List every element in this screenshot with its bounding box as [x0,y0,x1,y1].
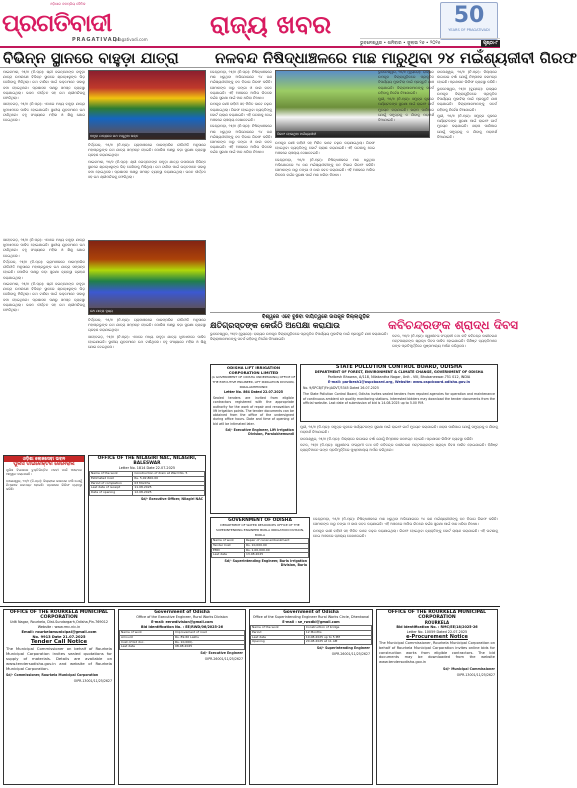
notice-title: STATE POLLUTION CONTROL BOARD, ODISHA [335,364,463,370]
notice-body: The Municipal Commissioner, Rourkela Municipal Corporation on behalf of Rourkela Municipal Corporation invites online bids for construction works from eligible contractors. The bid documents may be downloaded from the website www.tendersodisha.gov.in [379,641,495,665]
notice-body: Sealed tenders are invited from eligible contractors registered with the appropriate authority for the work of repair and renovation of lift irrigation points. The tender documents can be obtained from the office of the undersigned during office hours. Date and time of opening of bid will be intimated later. [213,396,294,426]
anniversary-number: 50 [453,3,485,28]
notice-table [211,538,309,558]
notice-signature: Sd/- Executive Engineer, Lift Irrigation Division, Paralakhemundi [225,428,294,437]
article-column-8 [88,318,206,453]
notice-address: Paribesh Bhawan, A/118, Nilakantha Nagar, Unit - VIII, Bhubaneswar-751 012, INDIA [327,375,471,379]
divider [0,606,500,607]
table-cell: 19.08.2025 up to 5 PM [304,635,371,640]
table-cell: Estimated Cost [90,476,133,481]
notice-title: Government of Odisha [283,610,339,615]
notice-reference: OIPR-13001/11/25/2627 [456,673,495,678]
notice-body: ବାଲେଶ୍ୱର, ୨୫/୭ (ନି.ପ୍ର): ଜିଲ୍ଲାରେ ଲଗାତାର ବର୍ଷା ଯୋଗୁଁ ନିମ୍ନାଞ୍ଚଳ ଜଳମଗ୍ନ ହୋଇଛି। ପ୍ରଶାସନ ରିଲିଫ ବ୍ୟବସ୍ଥା କରିଛି। [6,478,82,492]
notice-subtitle: Office of the Superintending Engineer Rural Works Circle, Dhenkanal [252,615,370,619]
notice-signature: Sd/- Executive Engineer [200,651,243,656]
article-paragraph: କେନ୍ଦ୍ରାପଡ଼ା, ୨୫/୭ (ନି.ପ୍ର): ନିଷିଦ୍ଧାଞ୍ଚଳରେ ମାଛ ଧରୁଥିବା ଅଭିଯୋଗରେ ୨୪ ଜଣ ମଇଁଶ୍ୟଜୀବୀଙ୍କୁ ବନ ବିଭାଗ ଗିରଫ କରିଛି। ସେମାନଙ୍କ ଠାରୁ ଡଙ୍ଗା ଓ ଜାଲ ଜବତ କରାଯାଇଛି। ଏହି ଅଞ୍ଚଳରେ ଅଲିଭ ରିଡଲେ କଇଁଛ ସୁରକ୍ଷା ପାଇଁ ମାଛ ଧରିବା ନିଷେଧ। [275,157,375,178]
headline-bahuda: ବିଭିନ୍ନ ସ୍ଥାନରେ ବାହୁଡ଼ା ଯାତ୍ରା [3,49,179,67]
article-kavichandra [392,334,497,364]
article-paragraph: କେନ୍ଦ୍ରାପଡ଼ା, ୨୫/୭ (ନି.ପ୍ର): ନିଷିଦ୍ଧାଞ୍ଚଳରେ ମାଛ ଧରୁଥିବା ଅଭିଯୋଗରେ ୨୪ ଜଣ ମଇଁଶ୍ୟଜୀବୀଙ୍କୁ ବନ ବିଭାଗ ଗିରଫ କରିଛି। ସେମାନଙ୍କ ଠାରୁ ଡଙ୍ଗା ଓ ଜାଲ ଜବତ କରାଯାଇଛି। ଏହି ଅଞ୍ଚଳରେ ଅଲିଭ ରିଡଲେ କଇଁଛ ସୁରକ୍ଷା ପାଇଁ ମାଛ ଧରିବା ନିଷେଧ। [210,70,272,101]
notice-reference: OIPR-26001/11/25/2627 [204,657,243,662]
article-coastal [210,332,388,360]
table-cell: Name of the work [90,472,133,477]
notice-letter: Letter No. 10059 Dated 22.07.2025 [406,630,468,634]
table-cell: Construction of drain at Ward No. 5 [133,472,205,477]
chariot-photo [88,70,206,140]
page-number: ପୃଷ୍ଠା-୮ [483,41,498,46]
notice-table [250,625,372,645]
table-cell: Name of work [212,539,245,544]
table-cell: Tender Cost [212,543,245,548]
article-paragraph: କେନ୍ଦ୍ରାପଡ଼ା, ୨୫/୭ (ନି.ପ୍ର): ନିଷିଦ୍ଧାଞ୍ଚଳରେ ମାଛ ଧରୁଥିବା ଅଭିଯୋଗରେ ୨୪ ଜଣ ମଇଁଶ୍ୟଜୀବୀଙ୍କୁ ବନ ବିଭାଗ ଗିରଫ କରିଛି। ସେମାନଙ୍କ ଠାରୁ ଡଙ୍ଗା ଓ ଜାଲ ଜବତ କରାଯାଇଛି। ଏହି ଅଞ୍ଚଳରେ ଅଲିଭ ରିଡଲେ କଇଁଛ ସୁରକ୍ଷା ପାଇଁ ମାଛ ଧରିବା ନିଷେଧ। [210,124,272,155]
table-cell: Construction of bridge [304,626,371,631]
article-column-3 [210,70,272,310]
rourkela-notice-2 [376,609,498,785]
newspaper-logo[interactable]: ପ୍ରଗତିବାଦୀ [2,8,112,37]
article-paragraph: ଭୁବନେଶ୍ୱର, ୨୫/୭ (ବ୍ୟୁରୋ): ରାଜ୍ୟର ଉପକୂଳ ଜିଲ୍ଲାଗୁଡ଼ିକରେ ପ୍ରାକୃତିକ ବିପର୍ଯ୍ୟୟ ମୁକାବିଲା ପାଇଁ ପ୍ରସ୍ତୁତି ଯାଞ୍ଚ କରାଯାଇଛି। ଜିଲ୍ଲାପାଳମାନଙ୍କୁ ସତର୍କ ରହିବାକୁ ନିର୍ଦ୍ଦେଶ ଦିଆଯାଇଛି। [210,332,388,342]
table-cell: Cost of bid doc. [120,640,174,645]
article-paragraph: କଟକ, ୨୫/୭ (ନି.ପ୍ର): ସ୍ୱାଧୀନତା ସଂଗ୍ରାମୀ ତଥା କବି କବିଚନ୍ଦ୍ର କାଳୀଚରଣ ପଟ୍ଟନାୟକଙ୍କ ଶ୍ରାଦ୍ଧ ଦିବସ ପାଳିତ ହୋଇଯାଇଛି। ବିଶିଷ୍ଟ ବ୍ୟକ୍ତିମାନେ ତାଙ୍କ ପ୍ରତିମୂର୍ତ୍ତିରେ ପୁଷ୍ପମାଲ୍ୟ ଅର୍ପଣ କରିଥିଲେ। [300,442,498,453]
notice-heading: Tender Call Notice [30,639,88,645]
nilagiri-notice [88,455,206,603]
table-cell: 20.08.2025 at 11 AM [304,640,371,645]
article-paragraph: ତିର୍ତ୍ତୋଳ, ୨୫/୭ (ନି.ପ୍ର): ଗ୍ରାମାଞ୍ଚଳରେ ପାରମ୍ପରିକ ରୀତିନୀତି ଅନୁସାରେ ମହାପ୍ରଭୁଙ୍କ ରଥ ଯାତ୍ରା ସମ୍ପନ୍ନ ହୋଇଛି। ପୋଲିସ ପକ୍ଷରୁ କଡ଼ା ସୁରକ୍ଷା ବ୍ୟବସ୍ଥା ଗ୍ରହଣ କରାଯାଇଥିଲା। [88,143,206,158]
notice-email[interactable]: E-mail : se_rwcdkl@gmail.com [282,620,340,624]
notice-signature: Sd/- Municipal Commissioner [443,666,495,671]
notice-title: Government of Odisha [154,610,210,615]
newspaper-logo-english: PRAGATIVADI [72,37,121,43]
notice-number: No. 9/SPCB/T(Fin)ADVT/3345 Dated 26-07-2025 [303,386,379,390]
article-column-1 [3,70,85,235]
dateline [360,38,500,47]
table-cell: 03 Months [133,481,205,486]
table-cell: 12.08.2025 [133,491,205,496]
table-cell: Date of opening [90,491,133,496]
article-paragraph: ପାଇକମାଳ, ୨୫/୭ (ନି.ପ୍ର): ଶ୍ରୀ ଜଗନ୍ନାଥଙ୍କ ବାହୁଡ଼ା ଯାତ୍ରା ଉପଲକ୍ଷେ ବିଭିନ୍ନ ସ୍ଥାନରେ ଶ୍ରଦ୍ଧାଳୁଙ୍କ ଭିଡ଼ ଦେଖିବାକୁ ମିଳିଥିଲା। ରଥ ଟାଣିବା ପାଇଁ ଭକ୍ତମାନେ ସକାଳୁ ଜମା ହୋଇଥିଲେ। ପ୍ରଶାସନ ପକ୍ଷରୁ ସମସ୍ତ ବ୍ୟବସ୍ଥା କରାଯାଇଥିଲା। ଭଜନ କୀର୍ତ୍ତନ ସହ ରଥ ଶ୍ରୀମନ୍ଦିରକୁ ଫେରିଥିଲା। [88,159,206,180]
table-cell: Rs. 89.60 Lakhs [174,635,245,640]
table-cell: Last date [120,645,174,650]
logo-tagline: ଓଡ଼ିଶାର ଜନପ୍ରିୟ ଦୈନିକ [50,2,86,6]
article-paragraph: ପାଇକମାଳ, ୨୫/୭ (ନି.ପ୍ର): ଶ୍ରୀ ଜଗନ୍ନାଥଙ୍କ ବାହୁଡ଼ା ଯାତ୍ରା ଉପଲକ୍ଷେ ବିଭିନ୍ନ ସ୍ଥାନରେ ଶ୍ରଦ୍ଧାଳୁଙ୍କ ଭିଡ଼ ଦେଖିବାକୁ ମିଳିଥିଲା। ରଥ ଟାଣିବା ପାଇଁ ଭକ୍ତମାନେ ସକାଳୁ ଜମା ହୋଇଥିଲେ। ପ୍ରଶାସନ ପକ୍ଷରୁ ସମସ୍ତ ବ୍ୟବସ୍ଥା କରାଯାଇଥିଲା। ଭଜନ କୀର୍ତ୍ତନ ସହ ରଥ ଶ୍ରୀମନ୍ଦିରକୁ ଫେରିଥିଲା। [3,70,85,101]
table-cell: Period of completion [90,481,133,486]
table-cell: Repair of canal embankment [244,539,308,544]
article-paragraph: କେନ୍ଦ୍ରାପଡ଼ା, ୨୫/୭ (ନି.ପ୍ର): ନିଷିଦ୍ଧାଞ୍ଚଳରେ ମାଛ ଧରୁଥିବା ଅଭିଯୋଗରେ ୨୪ ଜଣ ମଇଁଶ୍ୟଜୀବୀଙ୍କୁ ବନ ବିଭାଗ ଗିରଫ କରିଛି। ସେମାନଙ୍କ ଠାରୁ ଡଙ୍ଗା ଓ ଜାଲ ଜବତ କରାଯାଇଛି। ଏହି ଅଞ୍ଚଳରେ ଅଲିଭ ରିଡଲେ କଇଁଛ ସୁରକ୍ଷା ପାଇଁ ମାଛ ଧରିବା ନିଷେଧ। [313,517,498,527]
article-paragraph: ବାଲେଶ୍ୱର, ୨୫/୭ (ନି.ପ୍ର): ଜିଲ୍ଲାରେ ଲଗାତାର ବର୍ଷା ଯୋଗୁଁ ନିମ୍ନାଞ୍ଚଳ ଜଳମଗ୍ନ ହୋଇଛି। ପ୍ରଶାସନ ରିଲିଫ ବ୍ୟବସ୍ଥା କରିଛି। [300,436,474,441]
article-paragraph: ସାହେବଗଡ଼, ୨୫/୭ (ନି.ପ୍ର): ଏଠାରେ ମଧ୍ୟ ବାହୁଡ଼ା ଯାତ୍ରା ଧୁମଧାମରେ ପାଳିତ ହୋଇଯାଇଛି। ସ୍ଥାନୀୟ ଯୁବକମାନେ ରଥ ଟାଣିଥିଲେ। ବହୁ ସଂଖ୍ୟାରେ ମହିଳା ଓ ଶିଶୁ ଯୋଗ ଦେଇଥିଲେ। [88,334,206,350]
rourkela-notice-1 [3,609,115,785]
notice-title: ODISHA LIFT IRRIGATION CORPORATION LIMITED [226,365,281,375]
anniversary-text: YEARS OF PRAGATIVADI [448,28,490,32]
anniversary-badge [440,2,498,40]
notice-letter: Letter No. 864 Dated 22.07.2025 [223,390,284,394]
chariot-photo-2 [88,240,206,315]
notice-bid-id: Bid Identification No. : RMC/EE/18/2025-26 [396,625,478,629]
photo-caption: ଗିରଫ ହୋଇଥିବା ମଇଁଶ୍ୟଜୀବୀ [276,131,429,137]
notice-table [89,471,205,496]
photo-caption: ରଥ ଯାତ୍ରା ଦୃଶ୍ୟ [89,308,205,314]
article-column-2 [88,143,206,235]
headline-fishermen: ନଳବନ୍ଦ ନିଷିଦ୍ଧାଞ୍ଚଳରେ ମାଛ ମାରୁଥିବା ୨୪ ମଇଁଶ୍ୟଜୀବୀ ଗିରଫ [215,49,577,67]
article-paragraph: ଭୁବନେଶ୍ୱର, ୨୫/୭ (ବ୍ୟୁରୋ): ରାଜ୍ୟର ଉପକୂଳ ଜିଲ୍ଲାଗୁଡ଼ିକରେ ପ୍ରାକୃତିକ ବିପର୍ଯ୍ୟୟ ମୁକାବିଲା ପାଇଁ ପ୍ରସ୍ତୁତି ଯାଞ୍ଚ କରାଯାଇଛି। ଜିଲ୍ଲାପାଳମାନଙ୍କୁ ସତର୍କ ରହିବାକୁ ନିର୍ଦ୍ଦେଶ ଦିଆଯାଇଛି। [437,86,497,112]
table-cell: Rs. 1,00,000.00 [244,548,308,553]
table-row [251,640,372,645]
table-cell: 13.08.2025 [244,553,308,558]
notice-banner: ଓଡ଼ିଶା ଲୋକସେବା ଭବନ [4,456,84,462]
notice-reference: OIPR-26001/11/25/2627 [331,652,370,657]
article-column-7 [3,238,85,453]
article-column-10 [313,517,498,603]
lift-irrigation-notice [210,364,297,514]
notice-email[interactable]: E-mail: eerwdivision@gmail.com [151,620,213,624]
notice-subtitle: (A GOVERNMENT OF ODISHA UNDERTAKING) OFFICE OF THE EXECUTIVE ENGINEER, LIFT IRRIGATION DIVISION, PARALAKHEMUNDI [211,375,296,389]
table-cell: Name of the work [251,626,305,631]
notice-body: The State Pollution Control Board, Odisha invites sealed tenders from reputed agencies for operation and maintenance of continuous ambient air quality monitoring stations. Interested bidders may download the tender documents from the official website. Last date of submission of bid is 14.08.2025 up to 5.00 P.M. [303,392,495,405]
article-paragraph: ପୁରୀ, ୨୫/୭ (ନି.ପ୍ର): ସମୁଦ୍ର କୂଳରେ ପର୍ଯ୍ୟଟକଙ୍କ ସୁରକ୍ଷା ପାଇଁ ଲାଇଫ ଗାର୍ଡ ମୁତୟନ କରାଯାଇଛି। ଖରାପ ପାଣିପାଗ ଯୋଗୁଁ ସମୁଦ୍ରକୁ ନ ଯିବାକୁ ପରାମର୍ଶ ଦିଆଯାଇଛି। [378,97,434,123]
headline-kavichandra: କବିଚନ୍ଦ୍ରଙ୍କ ଶ୍ରାଦ୍ଧ ଦିବସ [388,318,519,332]
table-row [90,491,205,496]
table-cell: EMD [212,548,245,553]
subheadline: ବିଶ୍ୱରେ ଏବେ ବୁଝିବା ଦାୟିତ୍ୱରେ ଉପକୂଳ ଜିଲ୍ଲାଗୁଡ଼ିକ [262,314,370,320]
notice-subtitle: Office of the Executive Engineer, Rural Works Division [136,615,228,619]
notice-reference: OIPR-13001/11/25/2627 [73,679,112,684]
section-title: ରାଜ୍ୟ ଖବର [210,10,332,39]
article-paragraph: ପାଇକମାଳ, ୨୫/୭ (ନି.ପ୍ର): ଶ୍ରୀ ଜଗନ୍ନାଥଙ୍କ ବାହୁଡ଼ା ଯାତ୍ରା ଉପଲକ୍ଷେ ବିଭିନ୍ନ ସ୍ଥାନରେ ଶ୍ରଦ୍ଧାଳୁଙ୍କ ଭିଡ଼ ଦେଖିବାକୁ ମିଳିଥିଲା। ରଥ ଟାଣିବା ପାଇଁ ଭକ୍ତମାନେ ସକାଳୁ ଜମା ହୋଇଥିଲେ। ପ୍ରଶାସନ ପକ୍ଷରୁ ସମସ୍ତ ବ୍ୟବସ୍ଥା କରାଯାଇଥିଲା। ଭଜନ କୀର୍ତ୍ତନ ସହ ରଥ ଶ୍ରୀମନ୍ଦିରକୁ ଫେରିଥିଲା। [3,282,85,313]
table-cell: 08.08.2025 [174,645,245,650]
article-paragraph: ପୁରୀ, ୨୫/୭ (ନି.ପ୍ର): ସମୁଦ୍ର କୂଳରେ ପର୍ଯ୍ୟଟକଙ୍କ ସୁରକ୍ଷା ପାଇଁ ଲାଇଫ ଗାର୍ଡ ମୁତୟନ କରାଯାଇଛି। ଖରାପ ପାଣିପାଗ ଯୋଗୁଁ ସମୁଦ୍ରକୁ ନ ଯିବାକୁ ପରାମର୍ଶ ଦିଆଯାଇଛି। [437,114,497,139]
notice-title: OFFICE OF THE ROURKELA MUNICIPAL CORPORATION [9,610,109,620]
notice-signature: Sd/- Superintending Engineer [316,646,370,651]
article-column-9 [300,425,498,515]
article-paragraph: ତିର୍ତ୍ତୋଳ, ୨୫/୭ (ନି.ପ୍ର): ଗ୍ରାମାଞ୍ଚଳରେ ପାରମ୍ପରିକ ରୀତିନୀତି ଅନୁସାରେ ମହାପ୍ରଭୁଙ୍କ ରଥ ଯାତ୍ରା ସମ୍ପନ୍ନ ହୋଇଛି। ପୋଲିସ ପକ୍ଷରୁ କଡ଼ା ସୁରକ୍ଷା ବ୍ୟବସ୍ଥା ଗ୍ରହଣ କରାଯାଇଥିଲା। [88,318,206,333]
article-paragraph: ଉପକୂଳ ରକ୍ଷୀ ବାହିନୀ ସହ ମିଳିତ ଭାବେ ଚଢ଼ଉ କରାଯାଇଥିଲା। ଗିରଫ ହୋଇଥିବା ବ୍ୟକ୍ତିଙ୍କୁ କୋର୍ଟ ଚାଲାଣ କରାଯାଇଛି। ଏହି ଘଟଣାକୁ ନେଇ ଅଞ୍ଚଳରେ ଚାଞ୍ଚଲ୍ୟ ଦେଖାଦେଇଛି। [210,102,273,123]
article-paragraph: ଉପକୂଳ ରକ୍ଷୀ ବାହିନୀ ସହ ମିଳିତ ଭାବେ ଚଢ଼ଉ କରାଯାଇଥିଲା। ଗିରଫ ହୋଇଥିବା ବ୍ୟକ୍ତିଙ୍କୁ କୋର୍ଟ ଚାଲାଣ କରାଯାଇଛି। ଏହି ଘଟଣାକୁ ନେଇ ଅଞ୍ଚଳରେ ଚାଞ୍ଚଲ୍ୟ ଦେଖାଦେଇଛି। [275,141,375,156]
water-resources-notice [210,517,310,603]
notice-subtitle: DEPARTMENT OF WATER RESOURCES OFFICE OF THE SUPERINTENDING ENGINEER BURLA IRRIGATION DIVISION, BURLA [215,523,305,537]
table-cell: Improvement of road [174,631,245,636]
table-cell: 11.08.2025 [133,486,205,491]
article-paragraph: ଭୁବନେଶ୍ୱର, ୨୫/୭ (ବ୍ୟୁରୋ): ରାଜ୍ୟର ଉପକୂଳ ଜିଲ୍ଲାଗୁଡ଼ିକରେ ପ୍ରାକୃତିକ ବିପର୍ଯ୍ୟୟ ମୁକାବିଲା ପାଇଁ ପ୍ରସ୍ତୁତି ଯାଞ୍ଚ କରାଯାଇଛି। ଜିଲ୍ଲାପାଳମାନଙ୍କୁ ସତର୍କ ରହିବାକୁ ନିର୍ଦ୍ଦେଶ ଦିଆଯାଇଛି। [378,70,434,95]
article-column-5 [378,70,434,309]
notice-address: Udit Nagar, Rourkela, Dist-Sundargarh,Odisha,Pin-769012 [9,620,109,624]
notice-body: ପୁଲିସ ବିଭାଗରେ ଚୁକ୍ତିଭିତ୍ତିକ ପଦବୀ ପାଇଁ ଆବେଦନ ଆହ୍ୱାନ କରାଯାଉଛି। [6,468,82,477]
table-row [212,553,309,558]
table-cell: Last date [251,635,305,640]
notice-signature: Sd/- Superintending Engineer, Burla Irrigation Division, Burla [224,559,307,568]
table-cell: Opening [251,640,305,645]
notice-title: GOVERNMENT OF ODISHA [228,518,292,523]
notice-website[interactable]: Website : www.rmc.nic.in [37,625,81,629]
notice-title: OFFICE OF THE NILAGIRI NAC, NILAGIRI, BALESWAR [97,456,197,466]
article-column-6 [437,70,497,309]
notice-email[interactable]: Email: rourkelamunicipal@gmail.com [21,630,97,634]
notice-letter: Letter No. 1814 Date 22.07.2025 [118,466,176,470]
table-cell: Name of work [120,631,174,636]
notice-contact[interactable]: E-mail: paribesh1@ospcboard.org, Website: www.ospcboard.odisha.gov.in [327,380,471,384]
photo-caption: ବାହୁଡ଼ା ଯାତ୍ରାରେ ରଥ ଟାଣୁଥିବା ଭକ୍ତ [89,133,205,139]
article-paragraph: କଟକ, ୨୫/୭ (ନି.ପ୍ର): ସ୍ୱାଧୀନତା ସଂଗ୍ରାମୀ ତଥା କବି କବିଚନ୍ଦ୍ର କାଳୀଚରଣ ପଟ୍ଟନାୟକଙ୍କ ଶ୍ରାଦ୍ଧ ଦିବସ ପାଳିତ ହୋଇଯାଇଛି। ବିଶିଷ୍ଟ ବ୍ୟକ୍ତିମାନେ ତାଙ୍କ ପ୍ରତିମୂର୍ତ୍ତିରେ ପୁଷ୍ପମାଲ୍ୟ ଅର୍ପଣ କରିଥିଲେ। [392,334,497,349]
table-row [120,645,245,650]
notice-signature: Sd/- Executive Officer, Nilagiri NAC [140,496,203,501]
table-cell: Rs. 5,92,800.00 [133,476,205,481]
notice-heading: e-Procurement Notice [406,634,468,640]
notice-table [119,630,245,650]
headline-coastal: କ୍ଷତିଗ୍ରସ୍ତଙ୍କ କେଉଁଠି ଅପେକ୍ଷା କରାଯାଉ [210,320,340,330]
article-paragraph: ଉପକୂଳ ରକ୍ଷୀ ବାହିନୀ ସହ ମିଳିତ ଭାବେ ଚଢ଼ଉ କରାଯାଇଥିଲା। ଗିରଫ ହୋଇଥିବା ବ୍ୟକ୍ତିଙ୍କୁ କୋର୍ଟ ଚାଲାଣ କରାଯାଇଛି। ଏହି ଘଟଣାକୁ ନେଇ ଅଞ୍ଚଳରେ ଚାଞ୍ଚଲ୍ୟ ଦେଖାଦେଇଛି। [313,528,498,538]
notice-number: Bid Identification No. : EE/RWD/06/2025-26 [140,625,224,629]
divider [210,312,500,313]
table-cell: Period [251,630,305,635]
table-cell: Rs. 10,000.00 [244,543,308,548]
table-cell: Rs. 10,000/- [174,640,245,645]
notice-place: ROURKELA [424,620,450,625]
article-paragraph: ପୁରୀ, ୨୫/୭ (ନି.ପ୍ର): ସମୁଦ୍ର କୂଳରେ ପର୍ଯ୍ୟଟକଙ୍କ ସୁରକ୍ଷା ପାଇଁ ଲାଇଫ ଗାର୍ଡ ମୁତୟନ କରାଯାଇଛି। ଖରାପ ପାଣିପାଗ ଯୋଗୁଁ ସମୁଦ୍ରକୁ ନ ଯିବାକୁ ପରାମର୍ଶ ଦିଆଯାଇଛି। [300,425,498,435]
notice-title: ପୁଲିସ ଡାଇରେକ୍ଟର ଜେନେରାଲ [13,461,75,467]
table-cell: Amount [120,635,174,640]
rural-works-circle-notice [249,609,373,785]
website-url: pragativadi.com [115,37,148,42]
table-cell: Last date of receipt [90,486,133,491]
article-paragraph: ସାହେବଗଡ଼, ୨୫/୭ (ନି.ପ୍ର): ଏଠାରେ ମଧ୍ୟ ବାହୁଡ଼ା ଯାତ୍ରା ଧୁମଧାମରେ ପାଳିତ ହୋଇଯାଇଛି। ସ୍ଥାନୀୟ ଯୁବକମାନେ ରଥ ଟାଣିଥିଲେ। ବହୁ ସଂଖ୍ୟାରେ ମହିଳା ଓ ଶିଶୁ ଯୋଗ ଦେଇଥିଲେ। [3,102,85,123]
article-paragraph: ବାଲେଶ୍ୱର, ୨୫/୭ (ନି.ପ୍ର): ଜିଲ୍ଲାରେ ଲଗାତାର ବର୍ଷା ଯୋଗୁଁ ନିମ୍ନାଞ୍ଚଳ ଜଳମଗ୍ନ ହୋଇଛି। ପ୍ରଶାସନ ରିଲିଫ ବ୍ୟବସ୍ଥା କରିଛି। [437,70,497,85]
table-cell: 12 Months [304,630,371,635]
notice-subtitle: DEPARTMENT OF FOREST, ENVIRONMENT & CLIMATE CHANGE, GOVERNMENT OF ODISHA [314,370,484,374]
date-text: ଭୁବନେଶ୍ୱର • ଶନିବାର • ଜୁଲାଇ ୨୬ • ୨୦୨୫ [360,41,441,46]
spcb-notice [300,364,498,422]
divider [0,67,500,68]
rural-works-notice [118,609,246,785]
odia-notice [3,455,85,603]
table-cell: Last date [212,553,245,558]
article-paragraph: ସାହେବଗଡ଼, ୨୫/୭ (ନି.ପ୍ର): ଏଠାରେ ମଧ୍ୟ ବାହୁଡ଼ା ଯାତ୍ରା ଧୁମଧାମରେ ପାଳିତ ହୋଇଯାଇଛି। ସ୍ଥାନୀୟ ଯୁବକମାନେ ରଥ ଟାଣିଥିଲେ। ବହୁ ସଂଖ୍ୟାରେ ମହିଳା ଓ ଶିଶୁ ଯୋଗ ଦେଇଥିଲେ। [3,238,85,258]
notice-body: The Municipal Commissioner on behalf of Rourkela Municipal Corporation invites sealed quotations for supply of materials. Details are available on www.tendersodisha.gov.in and website of Rourkela Municipal Corporation. [6,646,112,671]
notice-signature: Sd/- Commissioner, Rourkela Municipal Corporation [6,673,99,677]
notice-number: No. 9913 Date 21.07.2025 [32,635,86,639]
article-paragraph: ତିର୍ତ୍ତୋଳ, ୨୫/୭ (ନି.ପ୍ର): ଗ୍ରାମାଞ୍ଚଳରେ ପାରମ୍ପରିକ ରୀତିନୀତି ଅନୁସାରେ ମହାପ୍ରଭୁଙ୍କ ରଥ ଯାତ୍ରା ସମ୍ପନ୍ନ ହୋଇଛି। ପୋଲିସ ପକ୍ଷରୁ କଡ଼ା ସୁରକ୍ଷା ବ୍ୟବସ୍ଥା ଗ୍ରହଣ କରାଯାଇଥିଲା। [3,260,85,280]
article-column-4 [275,141,375,309]
notice-title: OFFICE OF THE ROURKELA MUNICIPAL CORPORATION [387,610,487,620]
